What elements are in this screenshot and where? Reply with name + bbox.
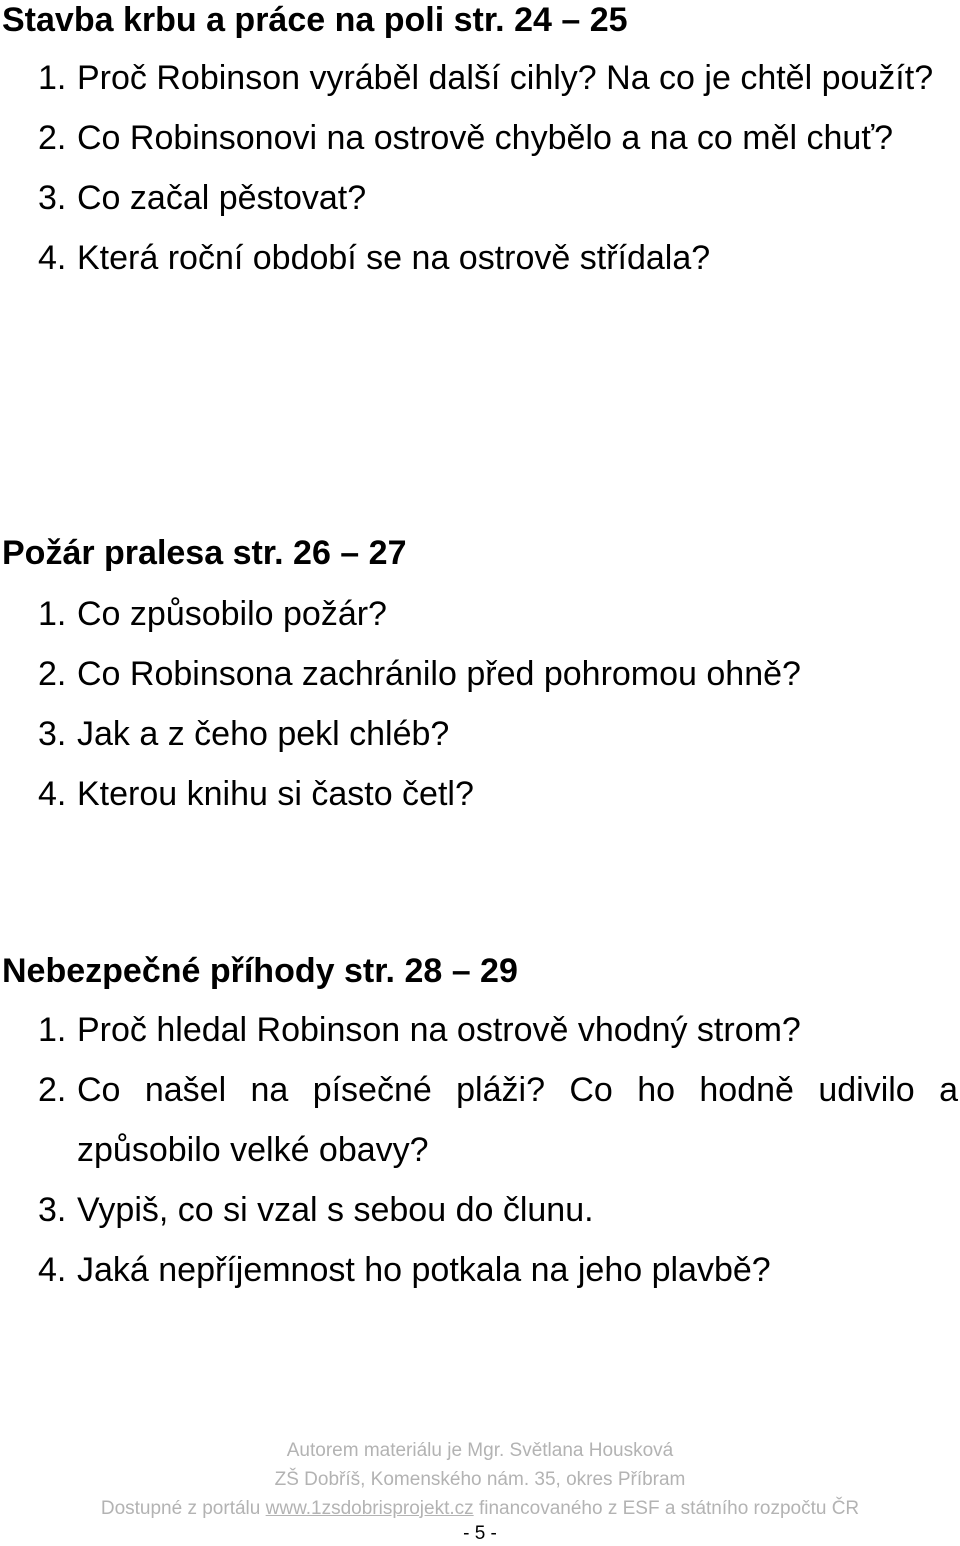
page-number: - 5 - bbox=[463, 1523, 497, 1544]
question-item bbox=[0, 764, 958, 824]
question-text: Co začal pěstovat? bbox=[77, 179, 367, 217]
question-number: 4. bbox=[38, 775, 67, 813]
question-number: 1. bbox=[38, 59, 67, 97]
question-text: Co způsobilo požár? bbox=[77, 595, 387, 633]
footer-available-suffix: financovaného z ESF a státního rozpočtu ČR bbox=[478, 1498, 860, 1519]
question-item bbox=[0, 48, 958, 108]
section-heading: Požár pralesa str. 26 – 27 bbox=[2, 534, 407, 572]
question-list bbox=[0, 48, 958, 288]
question-item bbox=[0, 704, 958, 764]
question-text: Co Robinsonovi na ostrově chybělo a na co měl chuť? bbox=[77, 119, 893, 157]
question-text: Jaká nepříjemnost ho potkala na jeho plavbě? bbox=[77, 1251, 771, 1289]
question-text: Co Robinsona zachránilo před pohromou ohně? bbox=[77, 655, 801, 693]
question-item bbox=[0, 1060, 958, 1180]
question-list bbox=[0, 1000, 958, 1300]
question-number: 4. bbox=[38, 1251, 67, 1289]
question-text: Proč Robinson vyráběl další cihly? Na co je chtěl použít? bbox=[77, 59, 934, 97]
question-number: 3. bbox=[38, 1191, 67, 1229]
footer-available-prefix: Dostupné z portálu bbox=[100, 1498, 261, 1519]
question-text: Jak a z čeho pekl chléb? bbox=[77, 715, 450, 753]
question-number: 3. bbox=[38, 715, 67, 753]
question-number: 1. bbox=[38, 1011, 67, 1049]
footer-school: ZŠ Dobříš, Komenského nám. 35, okres Příbram bbox=[274, 1469, 686, 1490]
question-item bbox=[0, 644, 958, 704]
footer-author: Autorem materiálu je Mgr. Světlana Housková bbox=[286, 1440, 674, 1461]
question-item bbox=[0, 108, 958, 168]
question-number: 2. bbox=[38, 655, 67, 693]
footer-availability bbox=[0, 1494, 960, 1523]
portal-link[interactable]: www.1zsdobrisprojekt.cz bbox=[265, 1498, 474, 1519]
question-item bbox=[0, 228, 958, 288]
question-text: Která roční období se na ostrově střídala? bbox=[77, 239, 711, 277]
question-number: 3. bbox=[38, 179, 67, 217]
question-number: 4. bbox=[38, 239, 67, 277]
question-item bbox=[0, 1000, 958, 1060]
question-text: Co našel na písečné pláži? Co ho hodně udivilo a způsobilo velké obavy? bbox=[77, 1071, 958, 1169]
question-number: 2. bbox=[38, 119, 67, 157]
question-item bbox=[0, 584, 958, 644]
question-item bbox=[0, 168, 958, 228]
question-item bbox=[0, 1240, 958, 1300]
question-list bbox=[0, 584, 958, 824]
section-heading: Stavba krbu a práce na poli str. 24 – 25 bbox=[2, 1, 628, 39]
question-number: 1. bbox=[38, 595, 67, 633]
question-number: 2. bbox=[38, 1071, 67, 1109]
question-text: Kterou knihu si často četl? bbox=[77, 775, 474, 813]
question-item bbox=[0, 1180, 958, 1240]
question-text: Vypiš, co si vzal s sebou do člunu. bbox=[77, 1191, 594, 1229]
section-heading: Nebezpečné příhody str. 28 – 29 bbox=[2, 952, 518, 990]
question-text: Proč hledal Robinson na ostrově vhodný strom? bbox=[77, 1011, 801, 1049]
